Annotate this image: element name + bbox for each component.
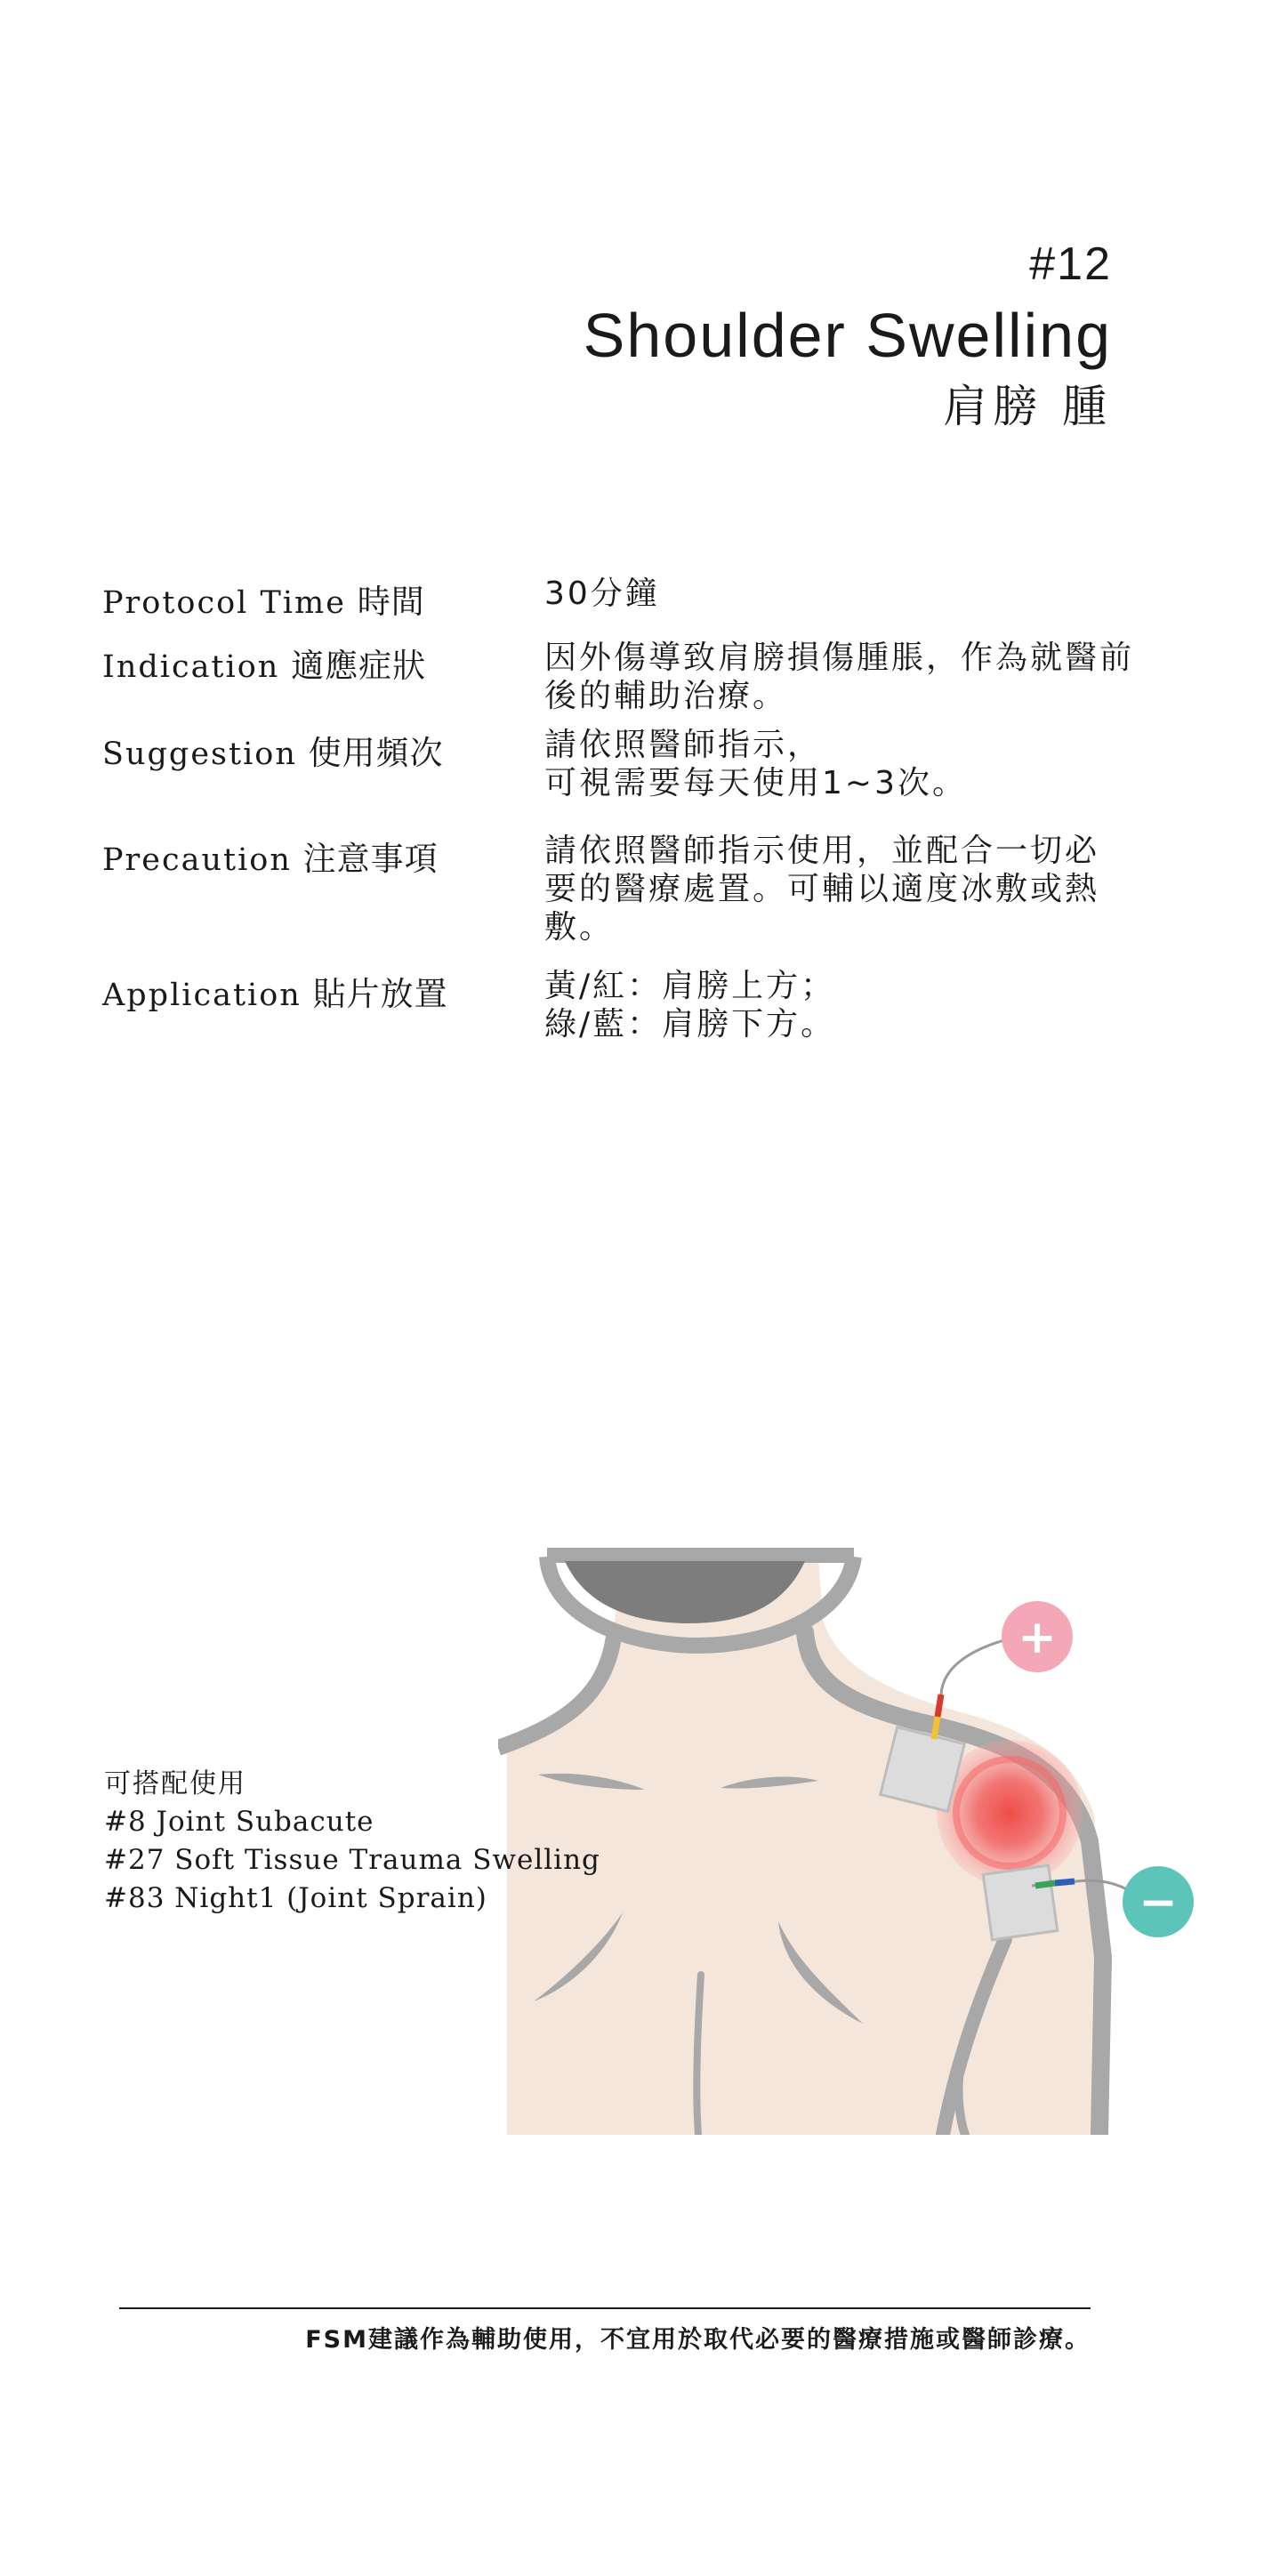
label-zh: 時間 — [357, 583, 425, 621]
compatible-title: 可搭配使用 — [104, 1768, 246, 1799]
row-value — [544, 967, 1158, 1043]
row-value — [544, 575, 1158, 613]
wire-negative-blue — [1055, 1881, 1075, 1883]
label-zh: 注意事項 — [302, 840, 439, 878]
page-title-zh: 肩膀 腫 — [943, 381, 1112, 432]
list-item: #83 Night1 (Joint Sprain) — [104, 1882, 487, 1914]
row-value — [544, 726, 1158, 802]
value-line: 30分鐘 — [544, 576, 660, 612]
value-line: 黃/紅：肩膀上方； — [544, 968, 836, 1004]
electrode-pad-lower — [983, 1865, 1058, 1940]
value-line: 因外傷導致肩膀損傷腫脹，作為就醫前 — [544, 640, 1135, 676]
label-en: Precaution — [102, 842, 292, 878]
shoulder-illustration — [498, 1548, 1210, 2135]
protocol-header — [584, 233, 1112, 438]
value-line: 請依照醫師指示使用，並配合一切必 — [544, 833, 1100, 869]
value-line: 請依照醫師指示， — [544, 727, 823, 763]
row-label — [102, 832, 439, 880]
list-item: #8 Joint Subacute — [104, 1806, 374, 1838]
value-line: 綠/藍：肩膀下方。 — [544, 1006, 836, 1042]
sternum-line — [696, 1975, 701, 2135]
wire-negative-green — [1035, 1883, 1055, 1886]
row-label — [102, 575, 425, 623]
value-line: 可視需要每天使用1~3次。 — [544, 765, 967, 801]
row-value — [544, 639, 1158, 715]
wire-positive-red — [938, 1695, 941, 1717]
row-label — [102, 639, 426, 687]
compatible-protocols — [104, 1766, 600, 1918]
electrode-pad-upper — [881, 1727, 965, 1812]
list-item: #27 Soft Tissue Trauma Swelling — [104, 1844, 600, 1876]
label-en: Suggestion — [102, 737, 297, 772]
label-en: Application — [102, 978, 302, 1013]
label-zh: 使用頻次 — [308, 734, 444, 772]
footer-divider — [119, 2307, 1091, 2309]
label-en: Protocol Time — [102, 585, 346, 621]
label-en: Indication — [102, 649, 280, 685]
row-label — [102, 726, 444, 774]
negative-symbol: − — [1139, 1876, 1178, 1929]
page-title-en: Shoulder Swelling — [583, 301, 1112, 370]
row-value — [544, 832, 1158, 946]
label-zh: 適應症狀 — [291, 647, 427, 685]
footer-disclaimer: FSM建議作為輔助使用，不宜用於取代必要的醫療措施或醫師診療。 — [305, 2326, 1091, 2354]
label-zh: 貼片放置 — [312, 975, 448, 1013]
value-line: 敷。 — [544, 909, 615, 946]
protocol-number: #12 — [1029, 238, 1112, 290]
row-label — [102, 967, 448, 1015]
positive-symbol: + — [1018, 1611, 1057, 1664]
value-line: 後的輔助治療。 — [544, 678, 788, 714]
wire-positive-yellow — [934, 1717, 938, 1739]
value-line: 要的醫療處置。可輔以適度冰敷或熱 — [544, 871, 1100, 907]
